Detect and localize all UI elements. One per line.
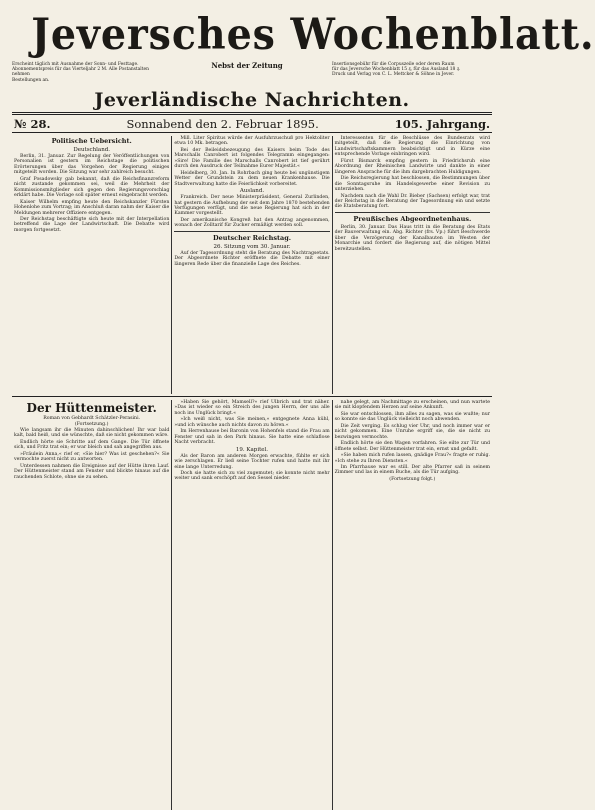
- story-paragraph: »Fräulein Anna,« rief er, »Sie hier? Was ist geschehen?« Sie vermochte zuerst nicht zu antworten.: [14, 451, 170, 463]
- subhead-left: [12, 62, 162, 83]
- article-paragraph: Nachdem nach die Wahl Dr. Bieber (Sachsen) erfolgt war, trat der Reichstag in die Beratung der Tagesordnung ein und setzte die Etatsberatung fort.: [334, 193, 490, 210]
- subhead-left-line: Erscheint täglich mit Ausnahme der Sonn- und Festtage.: [12, 62, 139, 67]
- story-paragraph: Endlich hörte sie Schritte auf dem Gange. Die Tür öffnete sich, und Fritz trat ein; er war bleich und sah angegriffen aus.: [14, 439, 170, 451]
- story-paragraph: »Haben Sie gehört, Mamsell?« rief Ulbrich und trat näher. »Das ist wieder so ein Streich des jungen Herrn, der uns alle noch ins Unglück bringt.«: [174, 400, 330, 416]
- upper-columns: [12, 136, 492, 394]
- article-paragraph: Der Reichstag beschäftigte sich heute mit der Interpellation betreffend die Lage der Landwirtschaft. Die Debatte wird morgen fortgesetzt.: [14, 216, 170, 233]
- column-2: [172, 136, 331, 394]
- germany-subheading: Deutschland.: [73, 147, 111, 153]
- story-paragraph: Die Zeit verging. Es schlug vier Uhr, und noch immer war er nicht gekommen. Eine Unruhe ergriff sie, die sie nicht zu bezwingen vermochte.: [334, 423, 490, 440]
- article-paragraph: Mill. Liter Spiritus würde der Ausfuhrzuschuß pro Hektoliter etwa 10 Mk. betragen.: [174, 136, 330, 147]
- article-paragraph: Berlin, 31. Januar. Zur Regelung der Veröffentlichungen von Personalien ist gestern im Reichstage die politischen Erörterungen über das Vorgehen der Regierung einiges mitgeteilt worden. Die Sitzung war sehr zahlreich besucht.: [14, 154, 170, 176]
- abroad-subheading: Ausland.: [239, 188, 265, 195]
- story-column-3: [333, 400, 492, 810]
- story-paragraph: Im Pfarrhause war es still. Der alte Pfarrer saß in seinem Zimmer und las in einem Buche, als die Tür aufging.: [334, 464, 490, 476]
- prussian-house-heading: Preußisches Abgeordnetenhaus.: [353, 214, 472, 223]
- article-paragraph: Interessenten für die Beschlüsse des Bundesrats wird mitgeteilt, daß die Regierung die Einrichtung von Landwirtschaftskammern beabsichtigt und in Kürze eine entsprechende Vorlage einbringen wird.: [334, 136, 490, 158]
- feuilleton-column: [12, 400, 171, 810]
- subhead-right-line: für das Jeversche Wochenblatt 15 ₰, für das Ausland 18 ₰.: [332, 67, 461, 73]
- subhead-left-line: Bestellungen an.: [12, 77, 50, 83]
- lower-columns: [12, 396, 492, 810]
- subhead-left-line: Abonnementspreis für das Vierteljahr 2 M. Alle Postanstalten nehmen: [12, 67, 149, 78]
- story-paragraph: »Ich weiß nicht, was Sie meinen,« entgegnete Anna kühl, »und ich wünsche auch nichts davon zu hören.«: [174, 417, 330, 428]
- subhead-right-line: Insertionsgebühr für die Corpuszeile oder deren Raum: [332, 62, 455, 67]
- story-paragraph: Als der Baron am anderen Morgen erwachte, fühlte er sich wie zerschlagen. Er ließ seine Tochter rufen und hatte mit ihr eine lange Unterredung.: [174, 453, 330, 470]
- story-paragraph: »Sie haben mich rufen lassen, gnädige Frau?« fragte er ruhig. »Ich stehe zu Ihren Diensten.«: [334, 453, 490, 464]
- article-paragraph: Berlin, 30. Januar. Das Haus tritt in die Beratung des Etats der Bauverwaltung ein. Abg. Richter (frs. Vp.) führt Beschwerde über die Verzögerung der Kanalbauten im Westen der Monarchie und fordert die Regierung auf, die nötigen Mittel bereitzustellen.: [334, 224, 490, 252]
- issue-date: Sonnabend den 2. Februar 1895.: [126, 116, 319, 131]
- chapter-heading: 19. Kapitel.: [235, 446, 269, 453]
- story-paragraph: Unterdessen nahmen die Ereignisse auf der Hütte ihren Lauf. Der Hüttenmeister stand am Fenster und blickte hinaus auf die rauchenden Schlote, ohne sie zu sehen.: [14, 463, 170, 480]
- feuilleton-byline: Roman von Gebhardt Schätzler-Perasini.: [43, 416, 141, 421]
- continued-note: (Fortsetzung folgt.): [389, 476, 436, 482]
- article-paragraph: Fürst Bismarck empfing gestern in Friedrichsruh eine Abordnung der Rheinischen Landwirte und dankte in einer längeren Ansprache für die ihm dargebrachten Huldigungen.: [334, 158, 490, 175]
- subhead-mid: [172, 62, 322, 70]
- article-paragraph: Graf Posadowsky gab bekannt, daß die Reichsfinanzreform nicht zustande gekommen sei, weil die Mehrheit der Kommissionsmitglieder sich gegen den Regierungsvorschlag erklärt habe. Die Vorlage soll später erneut eingebracht werden.: [14, 176, 170, 199]
- article-paragraph: Auf der Tagesordnung steht die Beratung des Nachtragsetats. Der Abgeordnete Richter eröffnete die Debatte mit einer längeren Rede über die finanzielle Lage des Reiches.: [174, 250, 330, 267]
- subtitle: Jeverländische Nachrichten.: [94, 89, 410, 111]
- article-paragraph: Frankreich. Der neue Ministerpräsident, General Zurlinden, hat gestern die Aufhebung der seit dem Jahre 1870 bestehenden Verfügungen verfügt, und die neue Regierung hat sich in der Kammer vorgestellt.: [174, 195, 330, 217]
- subhead-row: [12, 62, 492, 88]
- article-paragraph: Die Reichsregierung hat beschlossen, die Bestimmungen über die Sonntagsruhe im Handelsgewerbe einer Revision zu unterziehen.: [334, 176, 490, 193]
- section-rule: [174, 231, 329, 232]
- story-paragraph: Im Herrenhause bei Baronin von Hohenfels stand die Frau am Fenster und sah in den Park hinaus. Sie hatte eine schlaflose Nacht verbracht.: [174, 429, 330, 446]
- reichstag-heading: Deutscher Reichstag.: [212, 233, 292, 242]
- sitting-line: 26. Sitzung vom 30. Januar.: [213, 243, 291, 250]
- story-paragraph: Doch sie hatte sich zu viel zugemutet; sie konnte nicht mehr weiter und sank erschöpft auf den Sessel nieder.: [174, 470, 330, 482]
- story-paragraph: Sie war entschlossen, ihm alles zu sagen, was sie wußte; nur so konnte sie das Unglück vielleicht noch abwenden.: [334, 411, 490, 423]
- story-paragraph: nahe gelegt, am Nachmittage zu erscheinen, und nun wartete sie mit klopfendem Herzen auf seine Ankunft.: [334, 400, 490, 411]
- subhead-right: [332, 62, 492, 78]
- section-rule: [335, 212, 490, 213]
- masthead-title: Jeversches Wochenblatt.: [31, 10, 595, 60]
- article-paragraph: Bei der Beileidsbezeugung des Kaisers beim Tode des Marschalls Canrobert ist folgendes Telegramm eingegangen: »Sire! Die Familie des Marschalls Canrobert ist tief gerührt durch den Ausdruck der Teilnahme Eurer Majestät.«: [174, 147, 330, 170]
- story-column-2: [172, 400, 331, 810]
- feuilleton-title: Der Hüttenmeister.: [26, 401, 157, 415]
- article-paragraph: Heidelberg, 30. Jan. In Rohrbach ging heute bei ungünstigem Wetter der Grundstein zu dem neuen Krankenhause. Die Stadtverwaltung hatte die Feierlichkeit vorbereitet.: [174, 170, 330, 187]
- story-paragraph: Endlich hörte sie den Wagen vorfahren. Sie eilte zur Tür und öffnete selbst. Der Hüttenmeister trat ein, ernst und gefaßt.: [334, 441, 490, 452]
- issue-number: № 28.: [14, 116, 51, 131]
- column-3: [333, 136, 492, 394]
- column-1: [12, 136, 171, 394]
- rule-bottom: [12, 132, 492, 133]
- subhead-right-line: Druck und Verlag von C. L. Mettcker & Söhne in Jever.: [332, 72, 455, 78]
- subhead-mid-title: Nebst der Zeitung: [211, 61, 283, 70]
- article-paragraph: Der amerikanische Kongreß hat den Antrag angenommen, wonach der Zolltarif für Zucker ermäßigt werden soll.: [174, 217, 330, 229]
- feuilleton-continued: (Fortsetzung.): [74, 422, 109, 427]
- story-paragraph: Wie langsam ihr die Minuten dahinschlichen! Ihr war bald kalt, bald heiß, und sie wünschte, daß sie nicht gekommen wäre.: [14, 428, 170, 439]
- article-paragraph: Kaiser Wilhelm empfing heute den Reichskanzler Fürsten Hohenlohe zum Vortrag; im Anschluß daran nahm der Kaiser die Meldungen mehrerer Offiziere entgegen.: [14, 199, 170, 216]
- newspaper-page: [12, 10, 595, 754]
- issue-bar: [12, 115, 492, 132]
- politics-heading: Politische Uebersicht.: [51, 137, 132, 145]
- issue-year: 105. Jahrgang.: [394, 116, 490, 131]
